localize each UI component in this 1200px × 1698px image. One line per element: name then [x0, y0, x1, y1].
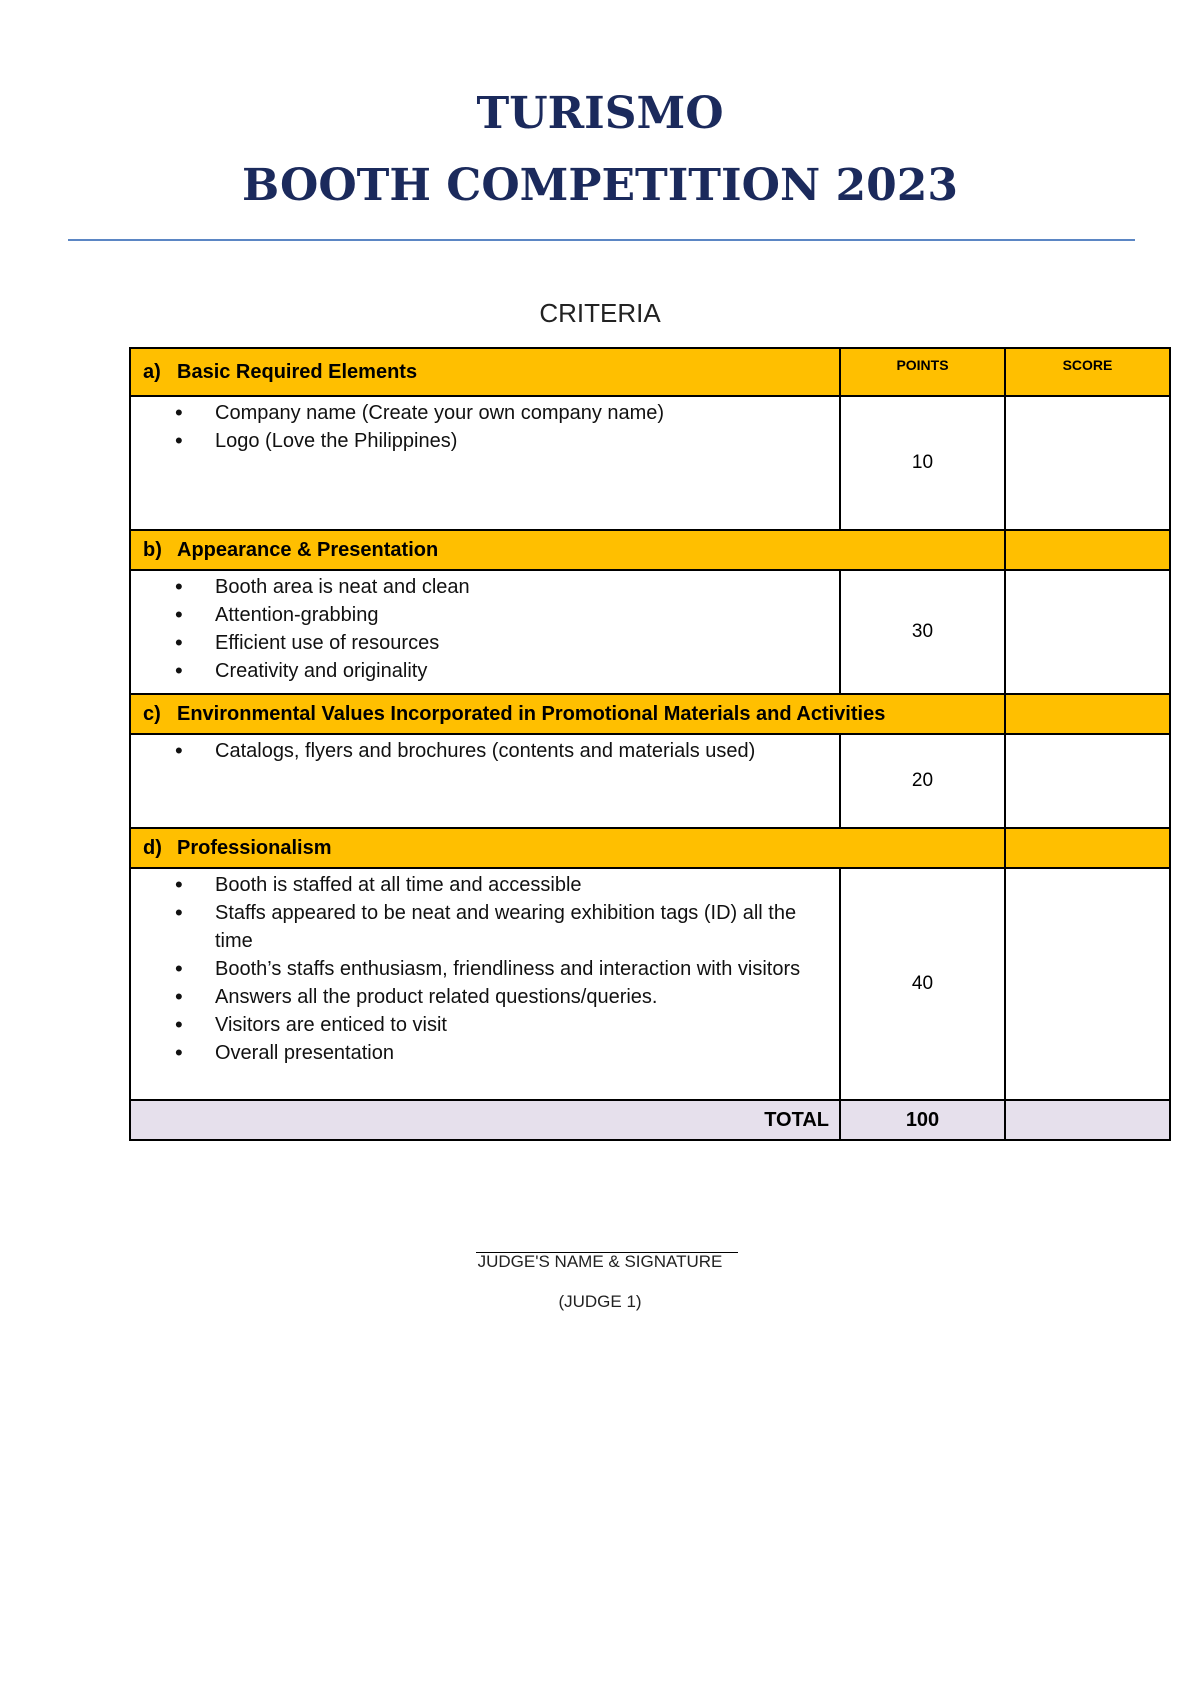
section-d-items-cell: [130, 868, 840, 1100]
criteria-table: [129, 347, 1171, 1141]
section-c-list: [131, 737, 839, 765]
section-d-list: [131, 871, 839, 1067]
section-a-title-cell: [130, 348, 840, 396]
list-item: • Company name (Create your own company name): [215, 399, 839, 427]
section-a-list: [131, 399, 839, 455]
section-a-letter: a): [143, 360, 161, 383]
total-row: [130, 1100, 1170, 1140]
list-item: • Visitors are enticed to visit: [215, 1011, 839, 1039]
section-d-body: [130, 868, 1170, 1100]
section-c-points: 20: [840, 734, 1005, 828]
list-item: • Creativity and originality: [215, 657, 839, 685]
list-item: • Catalogs, flyers and brochures (contents and materials used): [215, 737, 839, 765]
criteria-heading: CRITERIA: [539, 298, 661, 328]
section-a-body: [130, 396, 1170, 530]
section-b-header-score-cell: [1005, 530, 1170, 570]
total-label: TOTAL: [130, 1100, 840, 1140]
total-score-field[interactable]: [1005, 1100, 1170, 1140]
section-d-header: [130, 828, 1170, 868]
score-column-header: SCORE: [1005, 348, 1170, 396]
list-item: • Booth area is neat and clean: [215, 573, 839, 601]
signature-label: JUDGE'S NAME & SIGNATURE: [477, 1252, 723, 1271]
points-column-header: POINTS: [840, 348, 1005, 396]
list-item: • Attention-grabbing: [215, 601, 839, 629]
section-c-title-cell: [130, 694, 1005, 734]
section-d-score-field[interactable]: [1005, 868, 1170, 1100]
section-c-items-cell: [130, 734, 840, 828]
section-a-header: [130, 348, 1170, 396]
section-c-body: [130, 734, 1170, 828]
list-item: • Answers all the product related questions/queries.: [215, 983, 839, 1011]
section-c-letter: c): [143, 702, 161, 725]
section-b-title-cell: [130, 530, 1005, 570]
section-b-title: Appearance & Presentation: [177, 538, 439, 561]
list-item: • Booth’s staffs enthusiasm, friendliness and interaction with visitors: [215, 955, 839, 983]
section-d-header-score-cell: [1005, 828, 1170, 868]
section-b-items-cell: [130, 570, 840, 694]
section-b-header: [130, 530, 1170, 570]
section-b-points: 30: [840, 570, 1005, 694]
section-c-header: [130, 694, 1170, 734]
section-b-score-field[interactable]: [1005, 570, 1170, 694]
title-divider: [68, 239, 1135, 241]
section-c-header-score-cell: [1005, 694, 1170, 734]
section-d-title-cell: [130, 828, 1005, 868]
section-a-score-field[interactable]: [1005, 396, 1170, 530]
list-item: • Booth is staffed at all time and accessible: [215, 871, 839, 899]
list-item: • Efficient use of resources: [215, 629, 839, 657]
section-b-list: [131, 573, 839, 685]
section-c-score-field[interactable]: [1005, 734, 1170, 828]
section-a-title: Basic Required Elements: [177, 360, 418, 383]
section-d-points: 40: [840, 868, 1005, 1100]
list-item: • Overall presentation: [215, 1039, 839, 1067]
list-item: • Logo (Love the Philippines): [215, 427, 839, 455]
list-item: • Staffs appeared to be neat and wearing exhibition tags (ID) all the time: [215, 899, 839, 955]
section-b-body: [130, 570, 1170, 694]
total-points: 100: [840, 1100, 1005, 1140]
document-subtitle-year: BOOTH COMPETITION 2023: [242, 160, 958, 211]
section-b-letter: b): [143, 538, 162, 561]
document-title: TURISMO: [476, 88, 724, 139]
judge-label: (JUDGE 1): [558, 1292, 642, 1311]
section-a-items-cell: [130, 396, 840, 530]
section-c-title: Environmental Values Incorporated in Promotional Materials and Activities: [177, 702, 886, 725]
section-d-letter: d): [143, 836, 162, 859]
section-a-points: 10: [840, 396, 1005, 530]
section-d-title: Professionalism: [177, 836, 332, 859]
